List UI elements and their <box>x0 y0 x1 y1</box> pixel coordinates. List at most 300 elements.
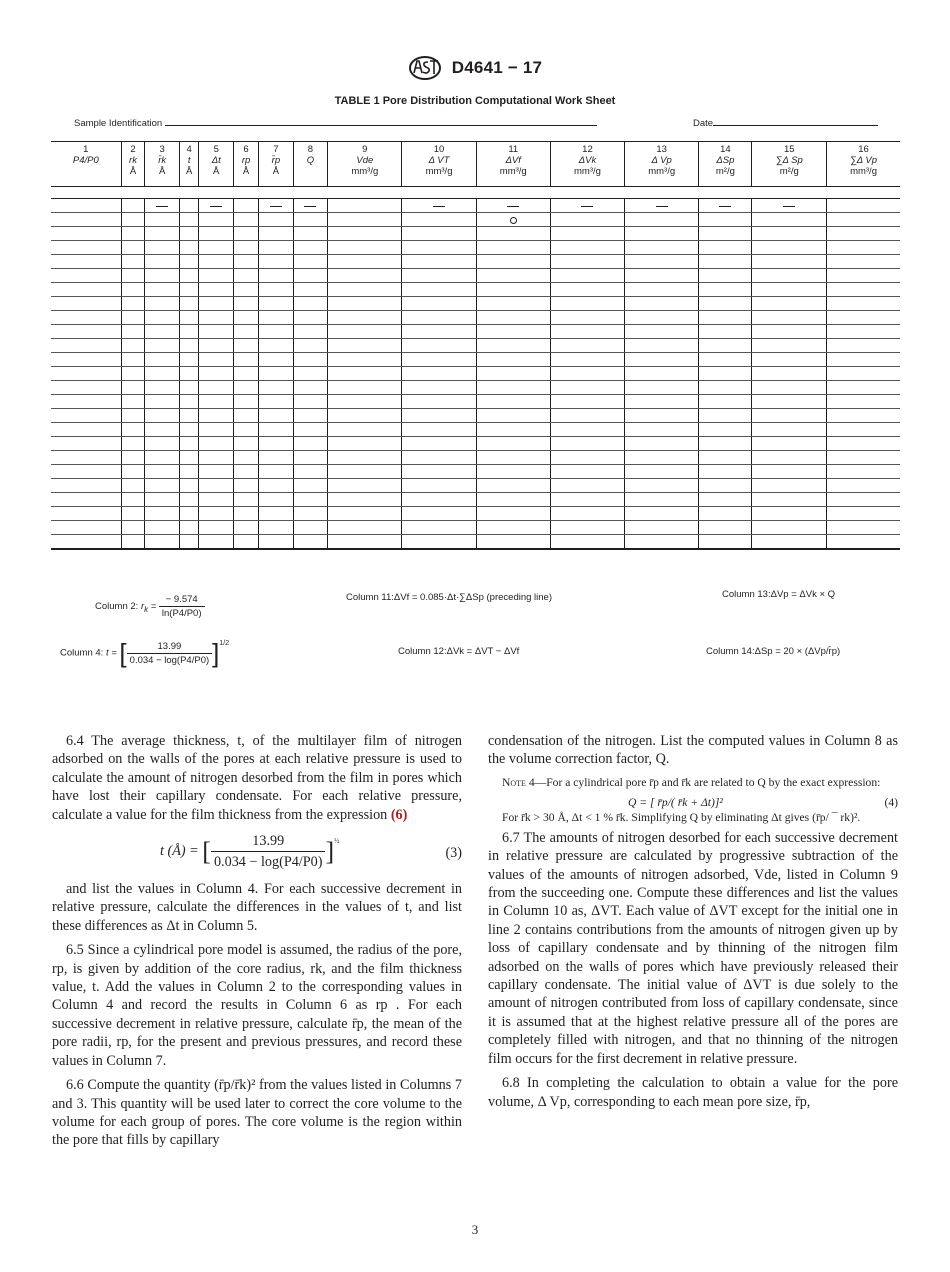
table-cell-col-2[interactable] <box>121 493 145 507</box>
table-cell-col-6[interactable] <box>233 325 258 339</box>
table-cell-col-10[interactable] <box>402 409 476 423</box>
date-blank[interactable] <box>713 116 878 126</box>
table-cell-col-7[interactable] <box>259 437 294 451</box>
table-cell-col-2[interactable] <box>121 479 145 493</box>
table-cell-col-2[interactable] <box>121 269 145 283</box>
table-cell-col-10[interactable] <box>402 227 476 241</box>
table-cell-col-12[interactable] <box>550 451 624 465</box>
table-cell-col-10[interactable] <box>402 325 476 339</box>
table-cell-col-5[interactable] <box>199 451 234 465</box>
table-cell-col-15[interactable] <box>752 395 827 409</box>
table-cell-col-6[interactable] <box>233 283 258 297</box>
table-cell-col-5[interactable] <box>199 241 234 255</box>
table-cell-col-11[interactable] <box>476 255 550 269</box>
table-cell-col-1[interactable] <box>51 521 121 535</box>
table-cell-col-14[interactable] <box>699 269 752 283</box>
table-cell-col-3[interactable] <box>145 493 180 507</box>
table-cell-col-7[interactable] <box>259 493 294 507</box>
table-cell-col-9[interactable] <box>328 395 402 409</box>
table-cell-col-12[interactable] <box>550 521 624 535</box>
date-field[interactable] <box>693 116 878 129</box>
table-cell-col-3[interactable] <box>145 199 180 213</box>
table-cell-col-15[interactable] <box>752 381 827 395</box>
table-cell-col-13[interactable] <box>625 465 699 479</box>
table-cell-col-8[interactable] <box>293 535 328 550</box>
table-cell-col-3[interactable] <box>145 507 180 521</box>
table-cell-col-14[interactable] <box>699 227 752 241</box>
table-cell-col-15[interactable] <box>752 535 827 550</box>
table-cell-col-5[interactable] <box>199 395 234 409</box>
table-cell-col-13[interactable] <box>625 395 699 409</box>
table-cell-col-16[interactable] <box>827 437 900 451</box>
table-cell-col-15[interactable] <box>752 465 827 479</box>
table-cell-col-6[interactable] <box>233 381 258 395</box>
table-cell-col-8[interactable] <box>293 353 328 367</box>
table-cell-col-6[interactable] <box>233 451 258 465</box>
table-cell-col-12[interactable] <box>550 437 624 451</box>
table-cell-col-15[interactable] <box>752 493 827 507</box>
table-cell-col-6[interactable] <box>233 423 258 437</box>
table-cell-col-6[interactable] <box>233 227 258 241</box>
table-cell-col-7[interactable] <box>259 535 294 550</box>
table-cell-col-4[interactable] <box>179 437 199 451</box>
table-cell-col-16[interactable] <box>827 409 900 423</box>
table-cell-col-13[interactable] <box>625 227 699 241</box>
table-cell-col-12[interactable] <box>550 479 624 493</box>
table-cell-col-14[interactable] <box>699 451 752 465</box>
table-cell-col-5[interactable] <box>199 423 234 437</box>
table-cell-col-13[interactable] <box>625 437 699 451</box>
table-cell-col-12[interactable] <box>550 297 624 311</box>
table-cell-col-14[interactable] <box>699 255 752 269</box>
table-cell-col-9[interactable] <box>328 493 402 507</box>
table-cell-col-4[interactable] <box>179 227 199 241</box>
table-cell-col-2[interactable] <box>121 283 145 297</box>
table-cell-col-10[interactable] <box>402 521 476 535</box>
table-cell-col-6[interactable] <box>233 199 258 213</box>
table-cell-col-2[interactable] <box>121 409 145 423</box>
table-cell-col-12[interactable] <box>550 423 624 437</box>
table-cell-col-16[interactable] <box>827 381 900 395</box>
table-cell-col-5[interactable] <box>199 521 234 535</box>
table-cell-col-1[interactable] <box>51 353 121 367</box>
table-cell-col-2[interactable] <box>121 353 145 367</box>
table-cell-col-11[interactable] <box>476 521 550 535</box>
table-cell-col-11[interactable] <box>476 451 550 465</box>
table-cell-col-13[interactable] <box>625 409 699 423</box>
table-cell-col-5[interactable] <box>199 437 234 451</box>
table-cell-col-16[interactable] <box>827 325 900 339</box>
table-cell-col-2[interactable] <box>121 507 145 521</box>
table-cell-col-6[interactable] <box>233 479 258 493</box>
table-cell-col-8[interactable] <box>293 493 328 507</box>
table-cell-col-1[interactable] <box>51 423 121 437</box>
table-cell-col-2[interactable] <box>121 339 145 353</box>
table-cell-col-1[interactable] <box>51 409 121 423</box>
table-cell-col-6[interactable] <box>233 521 258 535</box>
table-cell-col-5[interactable] <box>199 325 234 339</box>
table-cell-col-6[interactable] <box>233 269 258 283</box>
table-cell-col-13[interactable] <box>625 479 699 493</box>
table-cell-col-5[interactable] <box>199 213 234 227</box>
table-cell-col-7[interactable] <box>259 479 294 493</box>
table-cell-col-7[interactable] <box>259 409 294 423</box>
table-cell-col-5[interactable] <box>199 367 234 381</box>
table-cell-col-11[interactable] <box>476 269 550 283</box>
table-cell-col-12[interactable] <box>550 311 624 325</box>
table-cell-col-11[interactable] <box>476 395 550 409</box>
table-cell-col-2[interactable] <box>121 437 145 451</box>
table-cell-col-14[interactable] <box>699 395 752 409</box>
table-cell-col-16[interactable] <box>827 423 900 437</box>
table-cell-col-11[interactable] <box>476 437 550 451</box>
table-cell-col-15[interactable] <box>752 325 827 339</box>
table-cell-col-1[interactable] <box>51 339 121 353</box>
table-cell-col-3[interactable] <box>145 213 180 227</box>
table-cell-col-13[interactable] <box>625 311 699 325</box>
table-cell-col-10[interactable] <box>402 395 476 409</box>
table-cell-col-7[interactable] <box>259 283 294 297</box>
table-cell-col-3[interactable] <box>145 437 180 451</box>
table-cell-col-7[interactable] <box>259 423 294 437</box>
table-cell-col-10[interactable] <box>402 493 476 507</box>
table-cell-col-9[interactable] <box>328 241 402 255</box>
table-cell-col-13[interactable] <box>625 269 699 283</box>
table-cell-col-12[interactable] <box>550 255 624 269</box>
table-cell-col-5[interactable] <box>199 255 234 269</box>
table-cell-col-8[interactable] <box>293 409 328 423</box>
table-cell-col-8[interactable] <box>293 283 328 297</box>
table-cell-col-14[interactable] <box>699 507 752 521</box>
table-cell-col-4[interactable] <box>179 521 199 535</box>
table-cell-col-4[interactable] <box>179 283 199 297</box>
table-cell-col-14[interactable] <box>699 241 752 255</box>
table-cell-col-7[interactable] <box>259 367 294 381</box>
table-cell-col-3[interactable] <box>145 255 180 269</box>
table-cell-col-11[interactable] <box>476 227 550 241</box>
table-cell-col-10[interactable] <box>402 353 476 367</box>
table-cell-col-14[interactable] <box>699 381 752 395</box>
table-cell-col-5[interactable] <box>199 283 234 297</box>
table-cell-col-15[interactable] <box>752 339 827 353</box>
table-cell-col-4[interactable] <box>179 367 199 381</box>
table-cell-col-13[interactable] <box>625 353 699 367</box>
table-cell-col-10[interactable] <box>402 213 476 227</box>
table-cell-col-11[interactable] <box>476 423 550 437</box>
table-cell-col-8[interactable] <box>293 241 328 255</box>
table-cell-col-2[interactable] <box>121 423 145 437</box>
table-cell-col-6[interactable] <box>233 409 258 423</box>
table-cell-col-16[interactable] <box>827 367 900 381</box>
table-cell-col-12[interactable] <box>550 325 624 339</box>
table-cell-col-2[interactable] <box>121 213 145 227</box>
table-cell-col-3[interactable] <box>145 535 180 550</box>
table-cell-col-6[interactable] <box>233 493 258 507</box>
table-cell-col-3[interactable] <box>145 311 180 325</box>
table-cell-col-3[interactable] <box>145 409 180 423</box>
table-cell-col-5[interactable] <box>199 409 234 423</box>
table-cell-col-3[interactable] <box>145 381 180 395</box>
table-cell-col-14[interactable] <box>699 493 752 507</box>
table-cell-col-2[interactable] <box>121 227 145 241</box>
table-cell-col-11[interactable] <box>476 353 550 367</box>
table-cell-col-7[interactable] <box>259 353 294 367</box>
table-cell-col-6[interactable] <box>233 465 258 479</box>
table-cell-col-15[interactable] <box>752 437 827 451</box>
table-cell-col-5[interactable] <box>199 269 234 283</box>
table-cell-col-16[interactable] <box>827 255 900 269</box>
table-cell-col-15[interactable] <box>752 521 827 535</box>
table-cell-col-10[interactable] <box>402 437 476 451</box>
table-cell-col-16[interactable] <box>827 395 900 409</box>
table-cell-col-6[interactable] <box>233 437 258 451</box>
table-cell-col-16[interactable] <box>827 227 900 241</box>
table-cell-col-11[interactable] <box>476 479 550 493</box>
table-cell-col-14[interactable] <box>699 213 752 227</box>
table-cell-col-14[interactable] <box>699 353 752 367</box>
table-cell-col-16[interactable] <box>827 451 900 465</box>
table-cell-col-1[interactable] <box>51 451 121 465</box>
table-cell-col-1[interactable] <box>51 255 121 269</box>
table-cell-col-1[interactable] <box>51 479 121 493</box>
table-cell-col-8[interactable] <box>293 339 328 353</box>
table-cell-col-15[interactable] <box>752 311 827 325</box>
table-cell-col-1[interactable] <box>51 507 121 521</box>
table-cell-col-11[interactable] <box>476 367 550 381</box>
table-cell-col-16[interactable] <box>827 269 900 283</box>
table-cell-col-7[interactable] <box>259 241 294 255</box>
table-cell-col-10[interactable] <box>402 535 476 550</box>
table-cell-col-5[interactable] <box>199 353 234 367</box>
table-cell-col-1[interactable] <box>51 283 121 297</box>
table-cell-col-6[interactable] <box>233 255 258 269</box>
table-cell-col-12[interactable] <box>550 493 624 507</box>
table-cell-col-8[interactable] <box>293 367 328 381</box>
table-cell-col-13[interactable] <box>625 213 699 227</box>
table-cell-col-2[interactable] <box>121 297 145 311</box>
table-cell-col-12[interactable] <box>550 339 624 353</box>
table-cell-col-9[interactable] <box>328 409 402 423</box>
table-cell-col-4[interactable] <box>179 353 199 367</box>
table-cell-col-15[interactable] <box>752 199 827 213</box>
table-cell-col-16[interactable] <box>827 283 900 297</box>
table-cell-col-9[interactable] <box>328 297 402 311</box>
table-cell-col-10[interactable] <box>402 339 476 353</box>
sample-identification-field[interactable] <box>74 116 597 129</box>
table-cell-col-11[interactable] <box>476 535 550 550</box>
table-cell-col-15[interactable] <box>752 353 827 367</box>
table-cell-col-11[interactable] <box>476 199 550 213</box>
table-cell-col-13[interactable] <box>625 521 699 535</box>
table-cell-col-2[interactable] <box>121 199 145 213</box>
table-cell-col-9[interactable] <box>328 227 402 241</box>
table-cell-col-16[interactable] <box>827 353 900 367</box>
table-cell-col-11[interactable] <box>476 325 550 339</box>
table-cell-col-4[interactable] <box>179 339 199 353</box>
table-cell-col-16[interactable] <box>827 339 900 353</box>
table-cell-col-13[interactable] <box>625 297 699 311</box>
table-cell-col-14[interactable] <box>699 521 752 535</box>
table-cell-col-8[interactable] <box>293 395 328 409</box>
table-cell-col-15[interactable] <box>752 241 827 255</box>
table-cell-col-4[interactable] <box>179 297 199 311</box>
table-cell-col-9[interactable] <box>328 213 402 227</box>
table-cell-col-7[interactable] <box>259 451 294 465</box>
table-cell-col-16[interactable] <box>827 521 900 535</box>
table-cell-col-16[interactable] <box>827 465 900 479</box>
table-cell-col-13[interactable] <box>625 367 699 381</box>
table-cell-col-13[interactable] <box>625 451 699 465</box>
table-cell-col-7[interactable] <box>259 199 294 213</box>
reference-link[interactable]: (6) <box>390 806 408 823</box>
table-cell-col-4[interactable] <box>179 479 199 493</box>
table-cell-col-9[interactable] <box>328 339 402 353</box>
table-cell-col-2[interactable] <box>121 311 145 325</box>
table-cell-col-1[interactable] <box>51 493 121 507</box>
table-cell-col-8[interactable] <box>293 521 328 535</box>
table-cell-col-9[interactable] <box>328 311 402 325</box>
table-cell-col-2[interactable] <box>121 521 145 535</box>
table-cell-col-10[interactable] <box>402 465 476 479</box>
table-cell-col-13[interactable] <box>625 507 699 521</box>
table-cell-col-3[interactable] <box>145 423 180 437</box>
table-cell-col-8[interactable] <box>293 255 328 269</box>
table-cell-col-15[interactable] <box>752 409 827 423</box>
table-cell-col-4[interactable] <box>179 395 199 409</box>
table-cell-col-1[interactable] <box>51 381 121 395</box>
table-cell-col-14[interactable] <box>699 479 752 493</box>
table-cell-col-10[interactable] <box>402 255 476 269</box>
table-cell-col-10[interactable] <box>402 423 476 437</box>
table-cell-col-16[interactable] <box>827 199 900 213</box>
table-cell-col-13[interactable] <box>625 493 699 507</box>
table-cell-col-11[interactable] <box>476 493 550 507</box>
table-cell-col-1[interactable] <box>51 395 121 409</box>
table-cell-col-8[interactable] <box>293 465 328 479</box>
table-cell-col-9[interactable] <box>328 367 402 381</box>
table-cell-col-12[interactable] <box>550 367 624 381</box>
table-cell-col-16[interactable] <box>827 213 900 227</box>
table-cell-col-9[interactable] <box>328 465 402 479</box>
table-cell-col-10[interactable] <box>402 199 476 213</box>
table-cell-col-8[interactable] <box>293 451 328 465</box>
table-cell-col-3[interactable] <box>145 521 180 535</box>
table-cell-col-15[interactable] <box>752 213 827 227</box>
table-cell-col-9[interactable] <box>328 269 402 283</box>
table-cell-col-1[interactable] <box>51 465 121 479</box>
table-cell-col-1[interactable] <box>51 297 121 311</box>
table-cell-col-11[interactable] <box>476 465 550 479</box>
table-cell-col-1[interactable] <box>51 199 121 213</box>
table-cell-col-1[interactable] <box>51 241 121 255</box>
table-cell-col-1[interactable] <box>51 213 121 227</box>
table-cell-col-13[interactable] <box>625 423 699 437</box>
table-cell-col-8[interactable] <box>293 199 328 213</box>
table-cell-col-14[interactable] <box>699 325 752 339</box>
table-cell-col-7[interactable] <box>259 521 294 535</box>
table-cell-col-10[interactable] <box>402 269 476 283</box>
table-cell-col-8[interactable] <box>293 227 328 241</box>
table-cell-col-3[interactable] <box>145 395 180 409</box>
table-cell-col-4[interactable] <box>179 325 199 339</box>
table-cell-col-15[interactable] <box>752 423 827 437</box>
table-cell-col-7[interactable] <box>259 255 294 269</box>
table-cell-col-5[interactable] <box>199 339 234 353</box>
table-cell-col-3[interactable] <box>145 451 180 465</box>
table-cell-col-3[interactable] <box>145 367 180 381</box>
table-cell-col-14[interactable] <box>699 283 752 297</box>
table-cell-col-2[interactable] <box>121 255 145 269</box>
table-cell-col-14[interactable] <box>699 535 752 550</box>
table-cell-col-10[interactable] <box>402 311 476 325</box>
table-cell-col-8[interactable] <box>293 479 328 493</box>
table-cell-col-9[interactable] <box>328 353 402 367</box>
table-cell-col-9[interactable] <box>328 507 402 521</box>
table-cell-col-4[interactable] <box>179 213 199 227</box>
table-cell-col-8[interactable] <box>293 213 328 227</box>
table-cell-col-16[interactable] <box>827 311 900 325</box>
table-cell-col-14[interactable] <box>699 437 752 451</box>
table-cell-col-12[interactable] <box>550 199 624 213</box>
table-cell-col-11[interactable] <box>476 381 550 395</box>
table-cell-col-15[interactable] <box>752 507 827 521</box>
table-cell-col-8[interactable] <box>293 437 328 451</box>
table-cell-col-8[interactable] <box>293 423 328 437</box>
table-cell-col-9[interactable] <box>328 479 402 493</box>
table-cell-col-12[interactable] <box>550 227 624 241</box>
table-cell-col-6[interactable] <box>233 241 258 255</box>
table-cell-col-6[interactable] <box>233 395 258 409</box>
table-cell-col-7[interactable] <box>259 311 294 325</box>
table-cell-col-6[interactable] <box>233 353 258 367</box>
table-cell-col-9[interactable] <box>328 423 402 437</box>
table-cell-col-9[interactable] <box>328 535 402 550</box>
table-cell-col-16[interactable] <box>827 241 900 255</box>
table-cell-col-15[interactable] <box>752 451 827 465</box>
table-cell-col-4[interactable] <box>179 381 199 395</box>
table-cell-col-15[interactable] <box>752 269 827 283</box>
table-cell-col-5[interactable] <box>199 479 234 493</box>
table-cell-col-12[interactable] <box>550 241 624 255</box>
table-cell-col-13[interactable] <box>625 535 699 550</box>
table-cell-col-14[interactable] <box>699 367 752 381</box>
table-cell-col-2[interactable] <box>121 451 145 465</box>
table-cell-col-4[interactable] <box>179 199 199 213</box>
table-cell-col-4[interactable] <box>179 535 199 550</box>
table-cell-col-12[interactable] <box>550 535 624 550</box>
table-cell-col-8[interactable] <box>293 311 328 325</box>
table-cell-col-11[interactable] <box>476 507 550 521</box>
table-cell-col-14[interactable] <box>699 423 752 437</box>
table-cell-col-8[interactable] <box>293 381 328 395</box>
table-cell-col-13[interactable] <box>625 199 699 213</box>
table-cell-col-14[interactable] <box>699 409 752 423</box>
table-cell-col-4[interactable] <box>179 493 199 507</box>
table-cell-col-13[interactable] <box>625 283 699 297</box>
table-cell-col-10[interactable] <box>402 241 476 255</box>
table-cell-col-5[interactable] <box>199 465 234 479</box>
table-cell-col-3[interactable] <box>145 227 180 241</box>
table-cell-col-7[interactable] <box>259 339 294 353</box>
table-cell-col-1[interactable] <box>51 535 121 550</box>
table-cell-col-12[interactable] <box>550 381 624 395</box>
table-cell-col-8[interactable] <box>293 325 328 339</box>
table-cell-col-5[interactable] <box>199 535 234 550</box>
table-cell-col-5[interactable] <box>199 381 234 395</box>
table-cell-col-4[interactable] <box>179 465 199 479</box>
table-cell-col-16[interactable] <box>827 493 900 507</box>
table-cell-col-9[interactable] <box>328 521 402 535</box>
